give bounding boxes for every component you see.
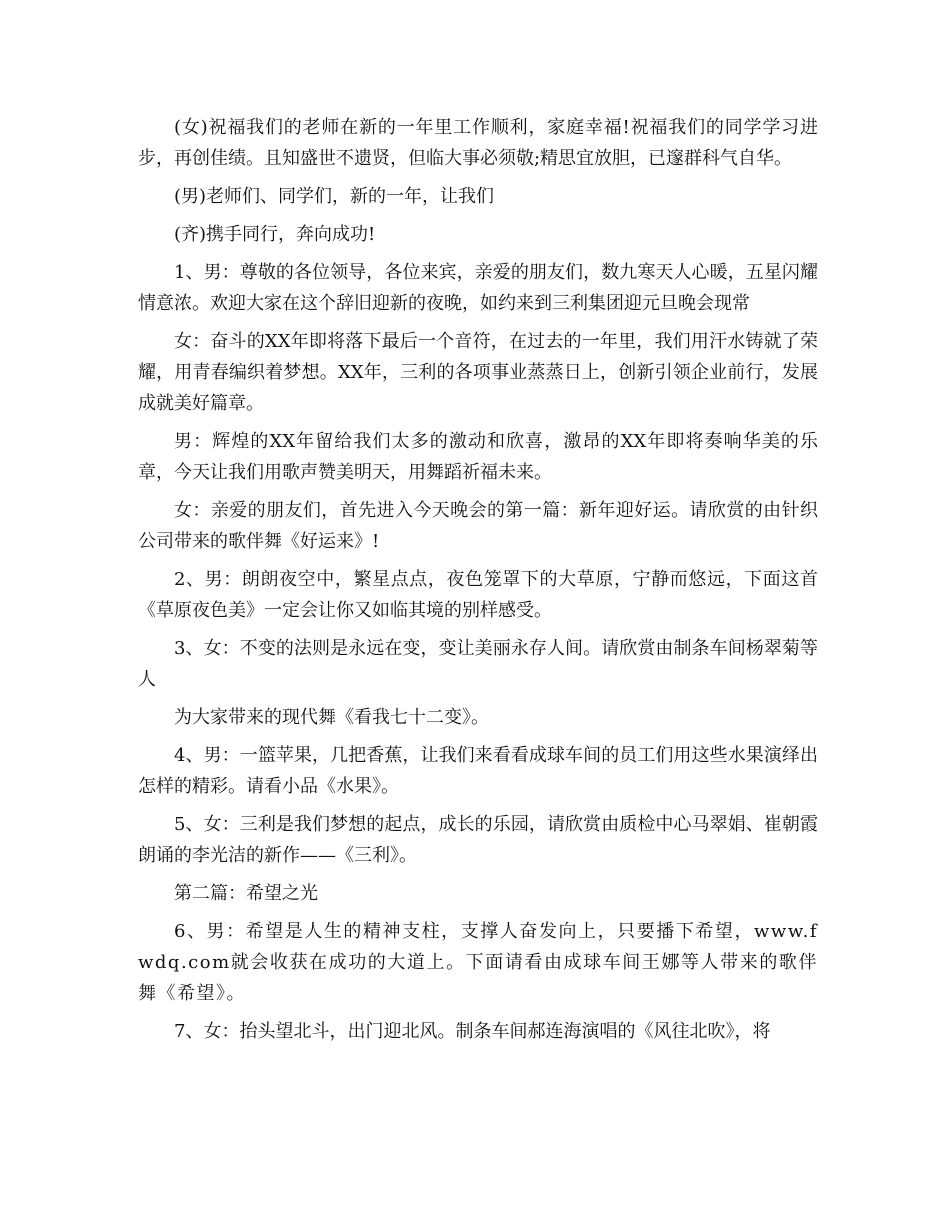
document-body xyxy=(138,112,818,1054)
paragraph-blessing: (女)祝福我们的老师在新的一年里工作顺利，家庭幸福!祝福我们的同学学习进步，再创佳绩。且知盛世不遗贤，但临大事必须敬;精思宜放胆，已邃群科气自华。 xyxy=(138,117,818,169)
paragraph-female-review: 女：奋斗的XX年即将落下最后一个音符，在过去的一年里，我们用汗水铸就了荣耀，用青春编织着梦想。XX年，三利的各项事业蒸蒸日上，创新引领企业前行，发展成就美好篇章。 xyxy=(138,331,818,414)
paragraph-together-line: (齐)携手同行，奔向成功! xyxy=(174,224,376,245)
paragraph-male-glory: 男：辉煌的XX年留给我们太多的激动和欣喜，激昂的XX年即将奏响华美的乐章，今天让我们用歌声赞美明天，用舞蹈祈福未来。 xyxy=(138,431,818,483)
paragraph-item-2: 2、男：朗朗夜空中，繁星点点，夜色笼罩下的大草原，宁静而悠远，下面这首《草原夜色美》一定会让你又如临其境的别样感受。 xyxy=(138,569,818,621)
paragraph-female-first-section: 女：亲爱的朋友们，首先进入今天晚会的第一篇：新年迎好运。请欣赏的由针织公司带来的歌伴舞《好运来》! xyxy=(138,500,818,552)
paragraph-item-5: 5、女：三利是我们梦想的起点，成长的乐园，请欣赏由质检中心马翠娟、崔朝霞朗诵的李光洁的新作——《三利》。 xyxy=(138,814,818,866)
paragraph-item-6: 6、男：希望是人生的精神支柱，支撑人奋发向上，只要播下希望，www.fwdq.com就会收获在成功的大道上。下面请看由成球车间王娜等人带来的歌伴舞《希望》。 xyxy=(138,921,818,1004)
paragraph-item-3-continued: 为大家带来的现代舞《看我七十二变》。 xyxy=(174,707,489,728)
paragraph-item-3: 3、女：不变的法则是永远在变，变让美丽永存人间。请欣赏由制条车间杨翠菊等人 xyxy=(138,638,818,690)
paragraph-item-7: 7、女：抬头望北斗，出门迎北风。制条车间郝连海演唱的《风往北吹》，将 xyxy=(174,1021,771,1042)
section-heading-second: 第二篇：希望之光 xyxy=(174,883,318,904)
paragraph-male-line: (男)老师们、同学们，新的一年，让我们 xyxy=(174,186,495,207)
paragraph-item-4: 4、男：一篮苹果，几把香蕉，让我们来看看成球车间的员工们用这些水果演绎出怎样的精彩。请看小品《水果》。 xyxy=(138,745,818,797)
paragraph-item-1: 1、男：尊敬的各位领导，各位来宾，亲爱的朋友们，数九寒天人心暖，五星闪耀情意浓。欢迎大家在这个辞旧迎新的夜晚，如约来到三利集团迎元旦晚会现常 xyxy=(138,262,818,314)
